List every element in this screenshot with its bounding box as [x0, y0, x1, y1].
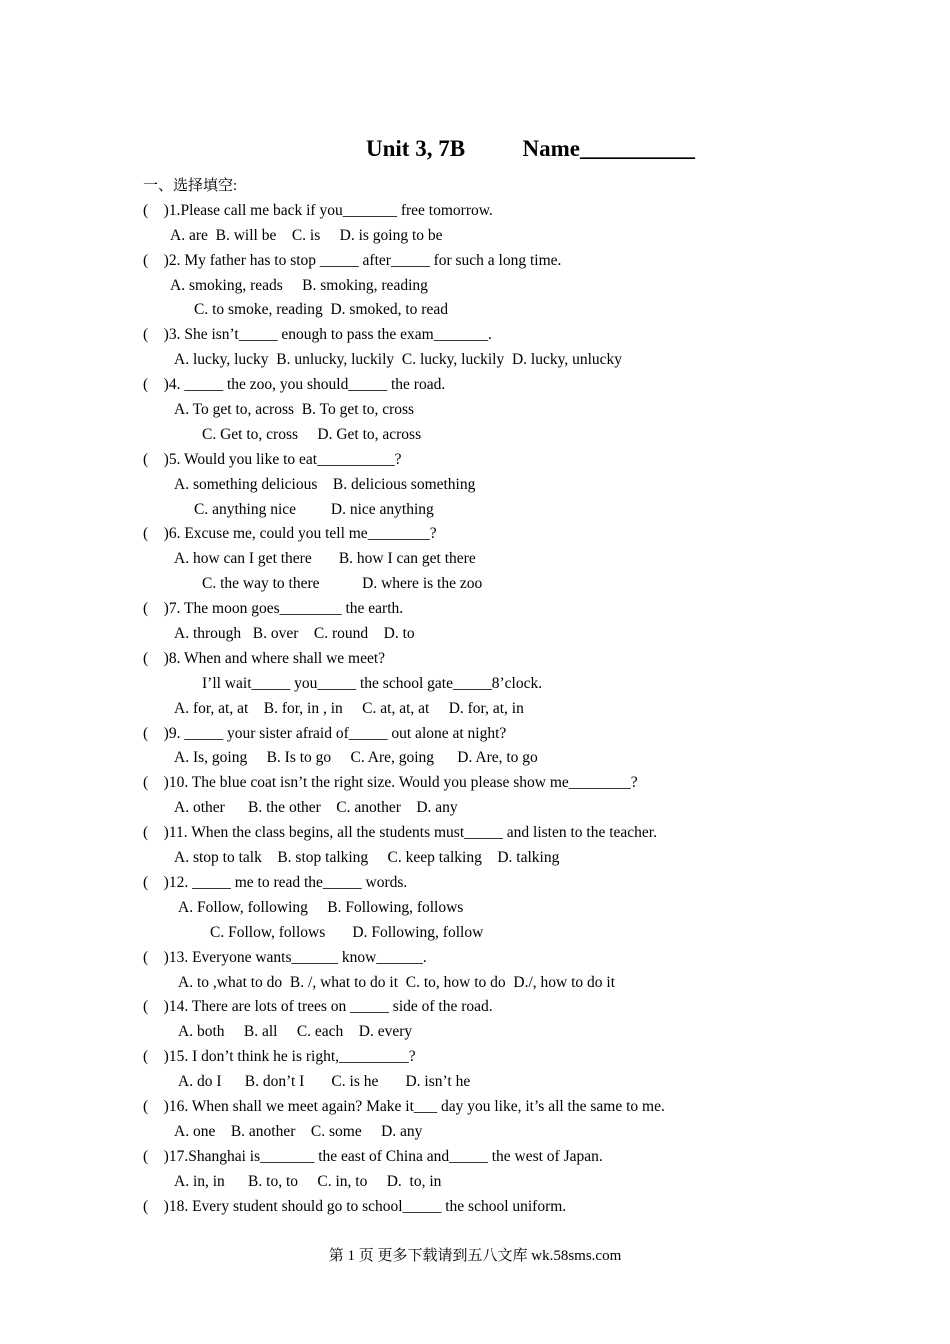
question-13-options: A. to ,what to do B. /, what to do it C. to, how to do D./, how to do it — [178, 973, 616, 991]
question-1: ( )1.Please call me back if you_______ free tomorrow. — [143, 201, 493, 219]
question-3-options: A. lucky, lucky B. unlucky, luckily C. lucky, luckily D. lucky, unlucky — [174, 351, 623, 369]
question-8-sentence: I’ll wait_____ you_____ the school gate_____8’clock. — [202, 674, 543, 692]
question-4-options-a: A. To get to, across B. To get to, cross — [174, 401, 415, 419]
question-1-options: A. are B. will be C. is D. is going to be — [170, 226, 443, 244]
question-9: ( )9. _____ your sister afraid of_____ out alone at night? — [143, 724, 507, 742]
question-10: ( )10. The blue coat isn’t the right size. Would you please show me________? — [143, 774, 638, 792]
question-17: ( )17.Shanghai is_______ the east of China and_____ the west of Japan. — [143, 1147, 603, 1165]
question-14-options: A. both B. all C. each D. every — [178, 1023, 413, 1041]
question-6-options-a: A. how can I get there B. how I can get there — [174, 550, 476, 568]
question-4-options-b: C. Get to, cross D. Get to, across — [202, 425, 422, 443]
question-18: ( )18. Every student should go to school_____ the school uniform. — [143, 1197, 567, 1215]
question-4: ( )4. _____ the zoo, you should_____ the road. — [143, 376, 446, 394]
question-7-options: A. through B. over C. round D. to — [174, 625, 415, 643]
question-14: ( )14. There are lots of trees on _____ side of the road. — [143, 998, 493, 1016]
question-list — [143, 174, 910, 1219]
question-6: ( )6. Excuse me, could you tell me________? — [143, 525, 437, 543]
question-2-options-b: C. to smoke, reading D. smoked, to read — [194, 301, 448, 319]
question-5-options-a: A. something delicious B. delicious something — [174, 475, 476, 493]
question-11: ( )11. When the class begins, all the students must_____ and listen to the teacher. — [143, 824, 657, 842]
question-12: ( )12. _____ me to read the_____ words. — [143, 873, 408, 891]
question-5: ( )5. Would you like to eat__________? — [143, 450, 402, 468]
question-6-options-b: C. the way to there D. where is the zoo — [202, 575, 483, 593]
question-8: ( )8. When and where shall we meet? — [143, 649, 386, 667]
question-12-options-b: C. Follow, follows D. Following, follow — [210, 923, 484, 941]
question-17-options: A. in, in B. to, to C. in, to D. to, in — [174, 1172, 442, 1190]
question-13: ( )13. Everyone wants______ know______. — [143, 948, 427, 966]
question-16-options: A. one B. another C. some D. any — [174, 1122, 423, 1140]
question-9-options: A. Is, going B. Is to go C. Are, going D. Are, to go — [174, 749, 538, 767]
question-7: ( )7. The moon goes________ the earth. — [143, 600, 404, 618]
page-title: Unit 3, 7B Name__________ — [366, 136, 696, 161]
question-12-options-a: A. Follow, following B. Following, follows — [178, 898, 464, 916]
question-8-options: A. for, at, at B. for, in , in C. at, at, at D. for, at, in — [174, 699, 524, 717]
page-footer: 第 1 页 更多下载请到五八文库 wk.58sms.com — [328, 1248, 622, 1264]
question-5-options-b: C. anything nice D. nice anything — [194, 500, 434, 518]
question-15: ( )15. I don’t think he is right,_________? — [143, 1048, 416, 1066]
question-15-options: A. do I B. don’t I C. is he D. isn’t he — [178, 1073, 471, 1091]
question-16: ( )16. When shall we meet again? Make it___ day you like, it’s all the same to me. — [143, 1097, 665, 1115]
question-2: ( )2. My father has to stop _____ after_____ for such a long time. — [143, 251, 562, 269]
question-2-options-a: A. smoking, reads B. smoking, reading — [170, 276, 428, 294]
question-11-options: A. stop to talk B. stop talking C. keep talking D. talking — [174, 849, 560, 867]
question-3: ( )3. She isn’t_____ enough to pass the exam_______. — [143, 326, 492, 344]
section-heading: 一、选择填空: — [143, 178, 238, 194]
question-10-options: A. other B. the other C. another D. any — [174, 799, 458, 817]
